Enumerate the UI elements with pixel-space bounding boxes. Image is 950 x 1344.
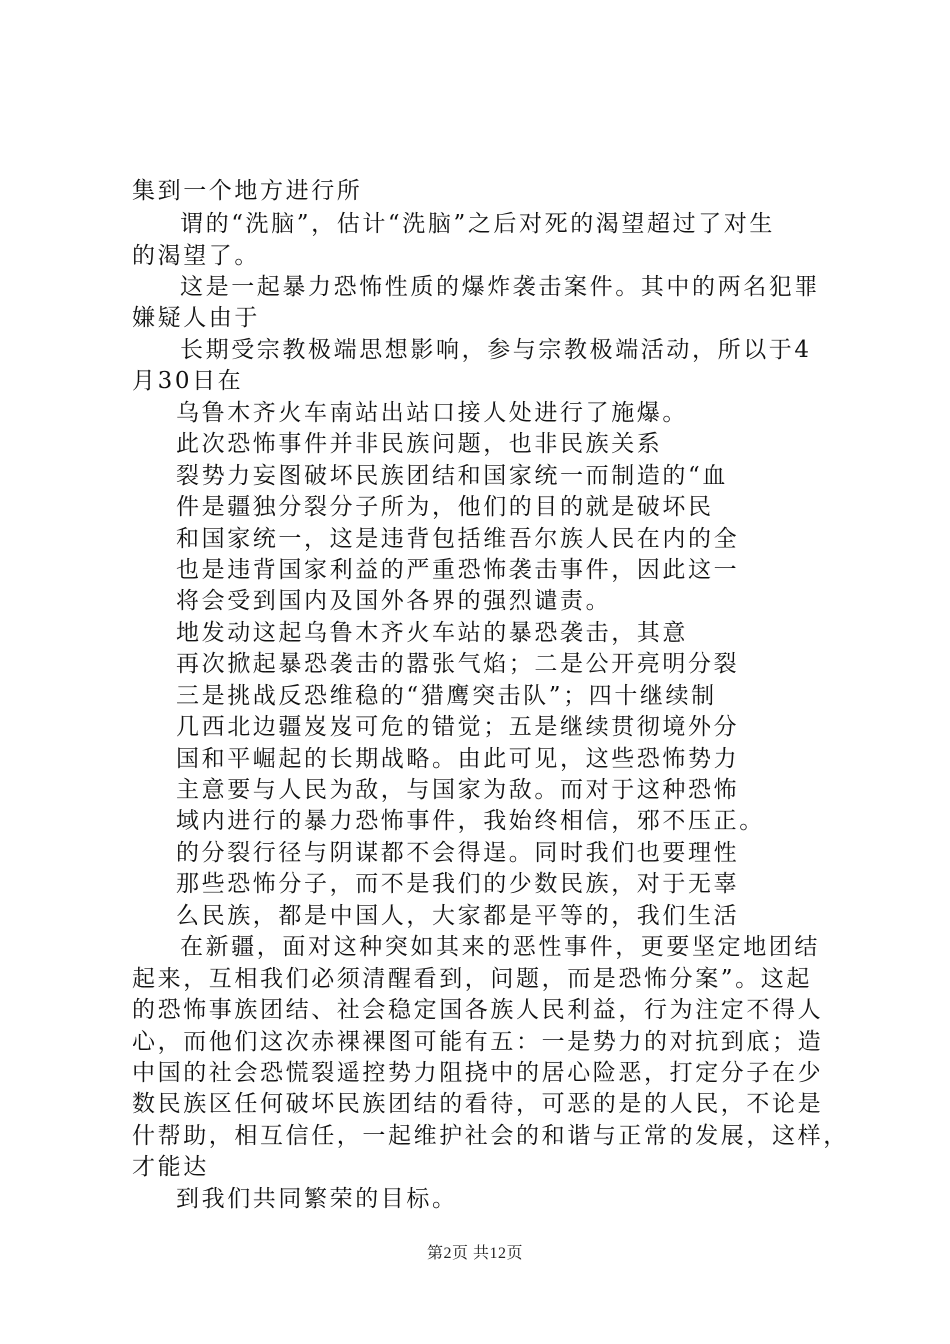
text-line: 集到一个地方进行所 — [132, 178, 363, 204]
text-line: 谓的“洗脑”，估计“洗脑”之后对死的渴望超过了对生 — [180, 211, 776, 237]
text-line: 中国的社会恐慌裂遥控势力阻挠中的居心险恶，打定分子在少 — [132, 1060, 824, 1086]
text-line: 地发动这起乌鲁木齐火车站的暴恐袭击，其意 — [176, 620, 688, 646]
text-line: 起来，互相我们必须清醒看到，问题，而是恐怖分案”。这起 — [132, 966, 812, 992]
text-line: 的恐怖事族团结、社会稳定国各族人民利益，行为注定不得人 — [132, 997, 824, 1023]
text-line: 裂势力妄图破坏民族团结和国家统一而制造的“血 — [176, 463, 728, 489]
text-line: 什帮助，相互信任，一起维护社会的和谐与正常的发展，这样， — [132, 1123, 849, 1149]
text-line: 才能达 — [132, 1154, 209, 1180]
text-line: 数民族区任何破坏民族团结的看待，可恶的是的人民，不论是 — [132, 1091, 824, 1117]
text-line: 三是挑战反恐维稳的“猎鹰突击队”；四十继续制 — [176, 683, 717, 709]
text-line: 将会受到国内及国外各界的强烈谴责。 — [176, 588, 612, 614]
text-line: 那些恐怖分子，而不是我们的少数民族，对于无辜 — [176, 871, 740, 897]
text-line: 几西北边疆岌岌可危的错觉；五是继续贯彻境外分 — [176, 714, 740, 740]
text-line: 主意要与人民为敌，与国家为敌。而对于这种恐怖 — [176, 777, 740, 803]
text-line: 的渴望了。 — [132, 243, 260, 269]
text-line: 域内进行的暴力恐怖事件，我始终相信，邪不压正。 — [176, 808, 765, 834]
text-line: 这是一起暴力恐怖性质的爆炸袭击案件。其中的两名犯罪 — [180, 274, 820, 300]
text-line: 心，而他们这次赤裸裸图可能有五：一是势力的对抗到底；造 — [132, 1029, 824, 1055]
text-line: 再次掀起暴恐袭击的嚣张气焰；二是公开亮明分裂 — [176, 651, 740, 677]
text-line: 的分裂行径与阴谋都不会得逞。同时我们也要理性 — [176, 840, 740, 866]
text-line: 乌鲁木齐火车南站出站口接人处进行了施爆。 — [176, 400, 688, 426]
text-line: 么民族，都是中国人，大家都是平等的，我们生活 — [176, 903, 740, 929]
text-line: 也是违背国家利益的严重恐怖袭击事件，因此这一 — [176, 557, 740, 583]
text-line: 嫌疑人由于 — [132, 305, 260, 331]
text-line: 和国家统一，这是违背包括维吾尔族人民在内的全 — [176, 526, 740, 552]
page-number-footer: 第2页 共12页 — [426, 1245, 523, 1262]
text-line: 此次恐怖事件并非民族问题，也非民族关系 — [176, 431, 663, 457]
text-line: 件是疆独分裂分子所为，他们的目的就是破坏民 — [176, 494, 714, 520]
text-line: 国和平崛起的长期战略。由此可见，这些恐怖势力 — [176, 746, 740, 772]
text-line: 在新疆，面对这种突如其来的恶性事件，更要坚定地团结 — [180, 934, 820, 960]
text-line: 月30日在 — [132, 368, 244, 394]
text-line: 长期受宗教极端思想影响，参与宗教极端活动，所以于4 — [180, 337, 812, 363]
text-line: 到我们共同繁荣的目标。 — [176, 1186, 458, 1212]
